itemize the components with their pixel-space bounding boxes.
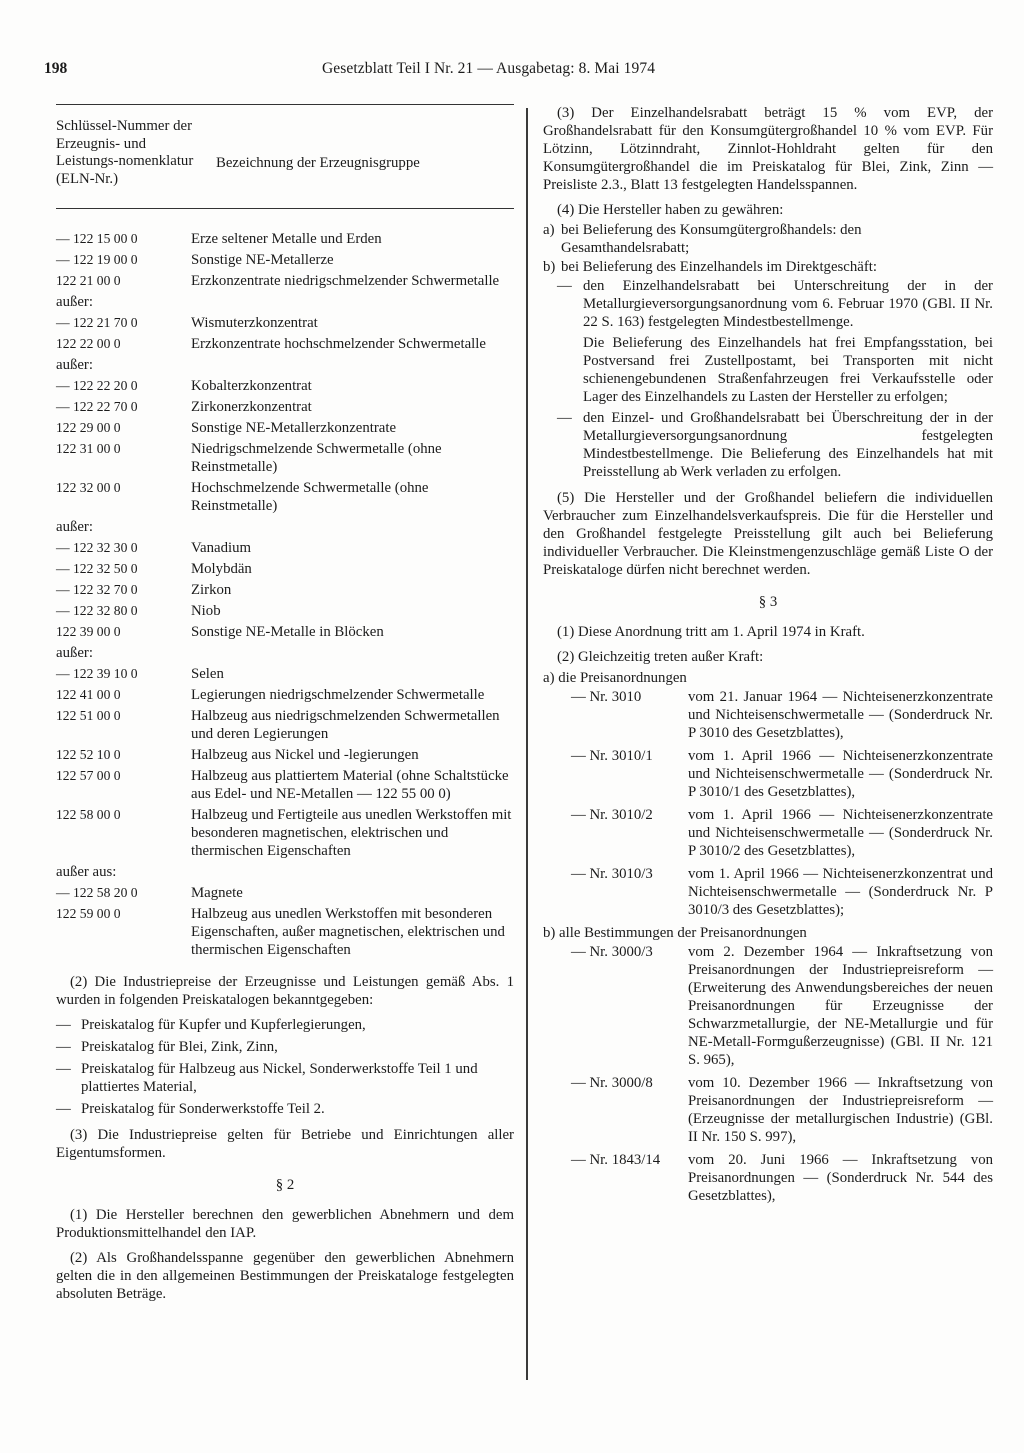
table-row — [56, 440, 514, 476]
product-group: Erze seltener Metalle und Erden — [191, 231, 382, 247]
table-row — [56, 560, 514, 578]
paragraph-2: (2) Die Industriepreise der Erzeugnisse und Leistungen gemäß Abs. 1 wurden in folgenden Preiskatalogen bekanntgegeben: — [56, 974, 514, 1008]
product-group: Zirkonerzkonzentrat — [191, 399, 312, 415]
table-row — [56, 884, 514, 902]
product-group: Niedrigschmelzende Schwermetalle (ohne Reinstmetalle) — [191, 441, 442, 475]
eln-code: 122 58 00 0 — [56, 807, 121, 822]
section-3-b: b) alle Bestimmungen der Preisanordnungen — [543, 925, 807, 941]
product-group: Niob — [191, 603, 221, 619]
eln-code: 122 21 00 0 — [56, 273, 121, 288]
order-text: vom 10. Dezember 1966 — Inkraftsetzung von Preisanordnungen der Industriepreisreform — (Erzeugnisse der metallurgischen Industrie) (GBl. II Nr. 150 S. 997), — [688, 1075, 993, 1145]
orders-list-b — [543, 943, 993, 1205]
table-top-rule — [56, 104, 514, 105]
eln-code: — 122 22 70 0 — [56, 399, 138, 414]
product-group: Kobalterzkonzentrat — [191, 378, 312, 394]
eln-code: 122 52 10 0 — [56, 747, 121, 762]
dash: — — [56, 1101, 71, 1117]
paragraph-4-a-label: a) — [543, 222, 555, 238]
table-row — [56, 398, 514, 416]
table-row — [56, 602, 514, 620]
running-title: Gesetzblatt Teil I Nr. 21 — Ausgabetag: 8. Mai 1974 — [322, 60, 656, 77]
orders-list-a — [543, 688, 993, 919]
section-3-paragraph-1: (1) Diese Anordnung tritt am 1. April 1974 in Kraft. — [557, 624, 865, 640]
section-2-title: § 2 — [275, 1177, 295, 1193]
paragraph-4-b-item-2 — [557, 409, 993, 481]
order-item — [543, 943, 993, 1069]
table-row — [56, 335, 514, 353]
paragraph-4-b-item-1-text: den Einzelhandelsrabatt bei Unterschreitung der in der Metallurgieversorgungsanordnung vom 6. Februar 1970 (GBl. II Nr. 22 S. 163) festgelegten Mindestbestellmenge. — [583, 278, 993, 330]
eln-code: — 122 32 30 0 — [56, 540, 138, 555]
table-row — [56, 806, 514, 860]
paragraph-4-b-item-2-text: den Einzel- und Großhandelsrabatt bei Überschreitung der in der Metallurgieversorgungsanordnung festgelegten Mindestbestellmenge. Die Belieferung des Einzelhandels hat mit Preisstellung ab Werk verladen zu erfolgen. — [583, 410, 993, 480]
section-3-title: § 3 — [758, 594, 778, 610]
paragraph-4-b-continuation: Die Belieferung des Einzelhandels hat frei Empfangsstation, bei Postversand frei Zustellpostamt, bei Transporten mit nicht schienengebundenen Straßenfahrzeugen frei Verkaufsstelle oder Lager des Einzelhandels zu Lasten der Hersteller zu erfolgen; — [583, 335, 993, 405]
paragraph-4-b-text: bei Belieferung des Einzelhandels im Direktgeschäft: — [561, 259, 877, 275]
table-row — [56, 905, 514, 959]
catalog-name: Preiskatalog für Sonderwerkstoffe Teil 2. — [81, 1101, 325, 1117]
left-column — [56, 104, 514, 1310]
table-header-rule — [56, 208, 514, 209]
eln-code: — 122 32 80 0 — [56, 603, 138, 618]
order-number: — Nr. 3000/3 — [571, 944, 653, 960]
product-group: Halbzeug aus plattiertem Material (ohne Schaltstücke aus Edel- und NE-Metallen — 122 55 00 0) — [191, 768, 509, 802]
product-group: Hochschmelzende Schwermetalle (ohne Reinstmetalle) — [191, 480, 429, 514]
product-group: Magnete — [191, 885, 243, 901]
order-number: — Nr. 3010/1 — [571, 748, 653, 764]
eln-code: 122 39 00 0 — [56, 624, 121, 639]
catalog-name: Preiskatalog für Kupfer und Kupferlegierungen, — [81, 1017, 366, 1033]
paragraph-4-a — [543, 221, 993, 257]
eln-code: 122 57 00 0 — [56, 768, 121, 783]
table-header-eln: Schlüssel-Nummer der Erzeugnis- und Leistungs-nomenklatur (ELN-Nr.) — [56, 118, 194, 187]
order-item — [543, 1151, 993, 1205]
column-divider — [526, 108, 528, 1380]
table-row — [56, 419, 514, 437]
product-group: Halbzeug aus niedrigschmelzenden Schwermetallen und deren Legierungen — [191, 708, 500, 742]
order-text: vom 1. April 1966 — Nichteisenerzkonzentrate und Nichteisenschwermetalle — (Sonderdruck Nr. P 3010/1 des Gesetzblattes), — [688, 748, 993, 800]
table-header-bezeichnung: Bezeichnung der Erzeugnisgruppe — [216, 155, 420, 171]
paragraph-4-a-text: bei Belieferung des Konsumgütergroßhandels: den Gesamthandelsrabatt; — [561, 222, 862, 256]
table-row — [56, 686, 514, 704]
order-item — [543, 688, 993, 742]
table-row — [56, 377, 514, 395]
dash: — — [56, 1039, 71, 1055]
order-number: — Nr. 3010/3 — [571, 866, 653, 882]
section-3-a: a) die Preisanordnungen — [543, 670, 687, 686]
order-number: — Nr. 1843/14 — [571, 1152, 661, 1168]
product-group: Sonstige NE-Metalle in Blöcken — [191, 624, 384, 640]
catalog-item — [56, 1060, 514, 1096]
paragraph-3: (3) Die Industriepreise gelten für Betriebe und Einrichtungen aller Eigentumsformen. — [56, 1127, 514, 1161]
table-row — [56, 665, 514, 683]
eln-code: — 122 32 70 0 — [56, 582, 138, 597]
catalog-name: Preiskatalog für Halbzeug aus Nickel, Sonderwerkstoffe Teil 1 und plattiertes Material, — [81, 1061, 478, 1095]
paragraph-3-rabatt: (3) Der Einzelhandelsrabatt beträgt 15 % vom EVP, der Großhandelsrabatt für den Konsumgütergroßhandel 10 % vom EVP. Für Lötzinn, Lötzinndraht, Zinnlot-Hohldraht gelten für den Konsumgütergroßhandel die im Preiskatalog für Blei, Zink, Zinn — Preisliste 2.3., Blatt 13 festgelegten Handelsspannen. — [543, 105, 993, 193]
product-group: Sonstige NE-Metallerze — [191, 252, 334, 268]
order-text: vom 2. Dezember 1964 — Inkraftsetzung von Preisanordnungen der Industriepreisreform — (Erweiterung des Anwendungsbereiches der neuen Preisanordnungen für Erzeugnisse der Schwarzmetallurgie, der NE-Metallurgie und für NE-Metall-Formgußerzeugnisse) (GBl. II Nr. 121 S. 965), — [688, 944, 993, 1068]
eln-code: 122 32 00 0 — [56, 480, 121, 495]
eln-code: 122 59 00 0 — [56, 906, 121, 921]
product-group: Sonstige NE-Metallerzkonzentrate — [191, 420, 397, 436]
order-number: — Nr. 3000/8 — [571, 1075, 653, 1091]
section-2-paragraph-1: (1) Die Hersteller berechnen den gewerblichen Abnehmern und dem Produktionsmittelhandel den IAP. — [56, 1207, 514, 1241]
table-exception-label: außer: — [56, 519, 93, 535]
eln-code: — 122 21 70 0 — [56, 315, 138, 330]
table-row — [56, 272, 514, 290]
product-group: Legierungen niedrigschmelzender Schwermetalle — [191, 687, 485, 703]
right-column — [543, 104, 993, 1210]
catalog-name: Preiskatalog für Blei, Zink, Zinn, — [81, 1039, 278, 1055]
section-3-paragraph-2: (2) Gleichzeitig treten außer Kraft: — [557, 649, 764, 665]
order-item — [543, 806, 993, 860]
eln-code: 122 29 00 0 — [56, 420, 121, 435]
eln-code: — 122 19 00 0 — [56, 252, 138, 267]
table-exception-label: außer: — [56, 294, 93, 310]
paragraph-5: (5) Die Hersteller und der Großhandel beliefern die individuellen Verbraucher zum Einzelhandelsverkaufspreis. Die für die Hersteller und den Großhandel festgelegte Preisstellung gilt auch bei Belieferung individueller Verbraucher. Die Kleinstmengenzuschläge gemäß Liste O der Preiskataloge dürfen nicht berechnet werden. — [543, 490, 993, 578]
product-group: Erzkonzentrate niedrigschmelzender Schwermetalle — [191, 273, 500, 289]
table-row — [56, 251, 514, 269]
paragraph-4-b-label: b) — [543, 259, 556, 275]
eln-code: — 122 15 00 0 — [56, 231, 138, 246]
table-row — [56, 479, 514, 515]
catalog-item — [56, 1016, 514, 1034]
paragraph-4-intro: (4) Die Hersteller haben zu gewähren: — [557, 202, 784, 218]
product-group: Halbzeug aus unedlen Werkstoffen mit besonderen Eigenschaften, außer magnetischen, elektrischen und thermischen Eigenschaften — [191, 906, 505, 958]
catalog-item — [56, 1038, 514, 1056]
order-item — [543, 747, 993, 801]
catalog-item — [56, 1100, 514, 1118]
table-exception-label: außer aus: — [56, 864, 117, 880]
table-row — [56, 230, 514, 248]
product-group: Halbzeug aus Nickel und -legierungen — [191, 747, 419, 763]
page-number: 198 — [44, 60, 68, 77]
product-group: Wismuterzkonzentrat — [191, 315, 318, 331]
table-exception-label: außer: — [56, 645, 93, 661]
table-body — [56, 209, 514, 959]
eln-code: — 122 58 20 0 — [56, 885, 138, 900]
eln-code: — 122 32 50 0 — [56, 561, 138, 576]
product-group: Erzkonzentrate hochschmelzender Schwermetalle — [191, 336, 486, 352]
table-row — [56, 581, 514, 599]
left-text — [56, 973, 514, 1303]
paragraph-4-b — [543, 258, 993, 276]
eln-code: 122 51 00 0 — [56, 708, 121, 723]
section-2-paragraph-2: (2) Als Großhandelsspanne gegenüber den gewerblichen Abnehmern gelten die in den allgemeinen Bestimmungen der Preiskataloge festgelegten absoluten Beträge. — [56, 1250, 514, 1302]
order-text: vom 1. April 1966 — Nichteisenerzkonzentrate und Nichteisenschwermetalle — (Sonderdruck Nr. P 3010/2 des Gesetzblattes), — [688, 807, 993, 859]
product-group: Vanadium — [191, 540, 251, 556]
table-row — [56, 314, 514, 332]
dash: — — [56, 1061, 71, 1077]
eln-code: 122 31 00 0 — [56, 441, 121, 456]
order-number: — Nr. 3010/2 — [571, 807, 653, 823]
eln-code: 122 22 00 0 — [56, 336, 121, 351]
eln-code: — 122 39 10 0 — [56, 666, 138, 681]
dash: — — [557, 410, 572, 426]
order-text: vom 21. Januar 1964 — Nichteisenerzkonzentrate und Nichteisenschwermetalle — (Sonderdruck Nr. P 3010 des Gesetzblattes), — [688, 689, 993, 741]
eln-code: 122 41 00 0 — [56, 687, 121, 702]
table-row — [56, 767, 514, 803]
table-row — [56, 707, 514, 743]
paragraph-4-b-item-1 — [557, 277, 993, 331]
product-group: Zirkon — [191, 582, 232, 598]
table-header — [56, 104, 514, 209]
order-text: vom 20. Juni 1966 — Inkraftsetzung von Preisanordnungen — (Sonderdruck Nr. 544 des Gesetzblattes), — [688, 1152, 993, 1204]
order-item — [543, 865, 993, 919]
catalog-list — [56, 1016, 514, 1118]
dash: — — [557, 278, 572, 294]
eln-code: — 122 22 20 0 — [56, 378, 138, 393]
order-number: — Nr. 3010 — [571, 689, 642, 705]
table-row — [56, 623, 514, 641]
product-group: Halbzeug und Fertigteile aus unedlen Werkstoffen mit besonderen magnetischen, elektrischen und thermischen Eigenschaften — [191, 807, 512, 859]
product-group: Molybdän — [191, 561, 252, 577]
dash: — — [56, 1017, 71, 1033]
table-row — [56, 746, 514, 764]
order-text: vom 1. April 1966 — Nichteisenerzkonzentrat und Nichteisenschwermetalle — (Sonderdruck Nr. P 3010/3 des Gesetzblattes); — [688, 866, 993, 918]
order-item — [543, 1074, 993, 1146]
product-group: Selen — [191, 666, 224, 682]
table-exception-label: außer: — [56, 357, 93, 373]
table-row — [56, 539, 514, 557]
